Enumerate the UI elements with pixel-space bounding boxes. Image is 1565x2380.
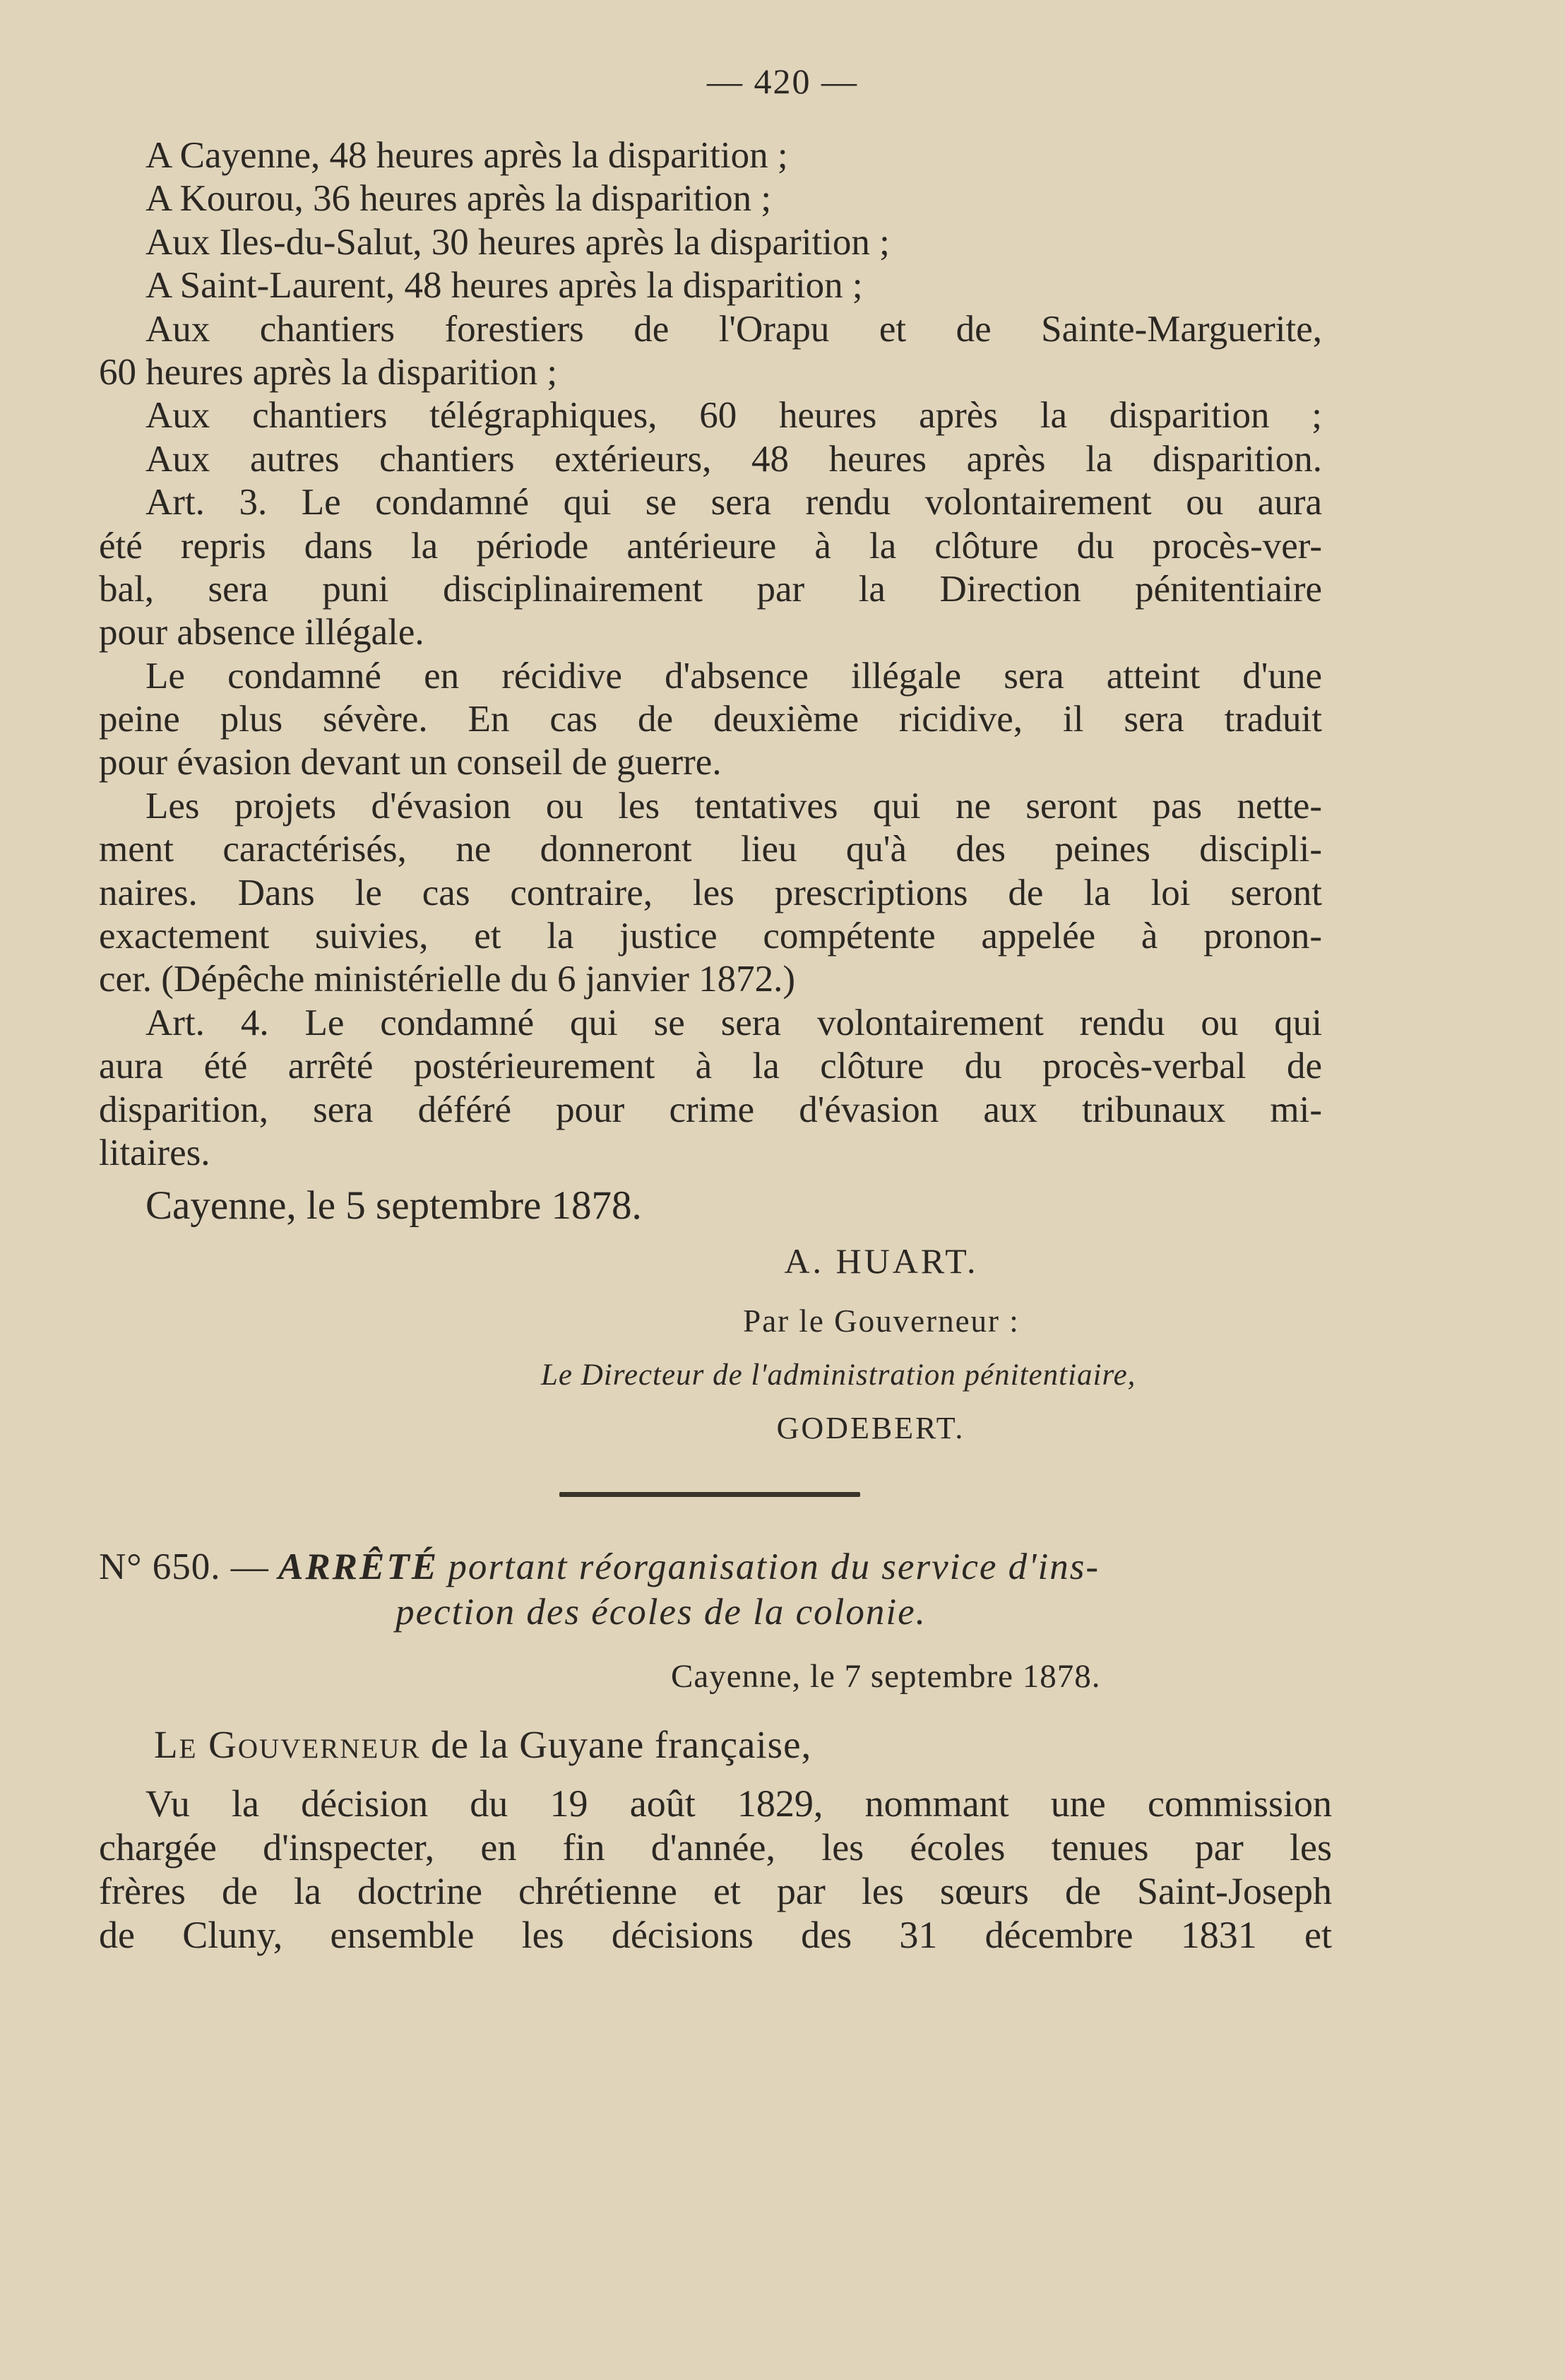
text-line: A Kourou, 36 heures après la disparition ;: [145, 178, 772, 220]
arrete-heading-line-1: [99, 1544, 1322, 1589]
governor-rest: de la Guyane française,: [420, 1723, 812, 1766]
text-line: Aux chantiers télégraphiques, 60 heures après la disparition ;: [145, 395, 1322, 437]
text-line: pour absence illégale.: [99, 612, 424, 653]
body-text: [99, 134, 1322, 1175]
text-line: exactement suivies, et la justice compétente appelée à pronon-: [99, 916, 1322, 957]
arrete-title-rest: portant réorganisation du service d'ins-: [448, 1546, 1100, 1587]
arrete-date: Cayenne, le 7 septembre 1878.: [671, 1658, 1101, 1695]
director-name: GODEBERT.: [776, 1411, 965, 1445]
governor-prefix: Le Gouverneur: [154, 1723, 421, 1766]
text-line: Aux chantiers forestiers de l'Orapu et de Sainte-Marguerite,: [145, 308, 1322, 350]
text-line: A Saint-Laurent, 48 heures après la disparition ;: [145, 265, 863, 307]
text-line: peine plus sévère. En cas de deuxième ricidive, il sera traduit: [99, 699, 1322, 740]
page-number: — 420 —: [707, 61, 858, 101]
signature-name: A. HUART.: [784, 1241, 979, 1281]
text-line: Art. 4. Le condamné qui se sera volontairement rendu ou qui: [145, 1002, 1322, 1043]
text-line: naires. Dans le cas contraire, les prescriptions de la loi seront: [99, 872, 1322, 913]
text-line: pour évasion devant un conseil de guerre.: [99, 742, 722, 783]
text-line: bal, sera puni disciplinairement par la Direction pénitentiaire: [99, 568, 1322, 610]
par-le-gouverneur: Par le Gouverneur :: [743, 1303, 1020, 1339]
text-line: 60 heures après la disparition ;: [99, 351, 558, 393]
text-line: de Cluny, ensemble les décisions des 31 décembre 1831 et: [99, 1914, 1332, 1956]
arrete-heading-line-2: pection des écoles de la colonie.: [395, 1592, 927, 1633]
text-line: litaires.: [99, 1132, 210, 1173]
text-line: disparition, sera déféré pour crime d'évasion aux tribunaux mi-: [99, 1089, 1322, 1130]
text-line: Vu la décision du 19 août 1829, nommant une commission: [145, 1782, 1332, 1825]
arrete-number: N° 650. —: [99, 1546, 269, 1587]
vu-paragraph: [99, 1782, 1332, 1957]
director-title: Le Directeur de l'administration pénitentiaire,: [541, 1358, 1136, 1392]
section-divider: [559, 1492, 860, 1497]
signature-date: Cayenne, le 5 septembre 1878.: [145, 1183, 642, 1228]
text-line: été repris dans la période antérieure à la clôture du procès-ver-: [99, 525, 1322, 567]
text-line: Aux autres chantiers extérieurs, 48 heures après la disparition.: [145, 438, 1322, 480]
arrete-heading: [99, 1544, 1322, 1635]
text-line: ment caractérisés, ne donneront lieu qu'à des peines discipli-: [99, 829, 1322, 870]
text-line: A Cayenne, 48 heures après la disparition ;: [145, 135, 788, 176]
text-line: chargée d'inspecter, en fin d'année, les écoles tenues par les: [99, 1826, 1332, 1869]
text-line: Art. 3. Le condamné qui se sera rendu volontairement ou aura: [145, 482, 1322, 523]
text-line: cer. (Dépêche ministérielle du 6 janvier 1872.): [99, 959, 796, 1000]
text-line: Les projets d'évasion ou les tentatives qui ne seront pas nette-: [145, 785, 1322, 827]
governor-line: [154, 1722, 811, 1767]
text-line: aura été arrêté postérieurement à la clôture du procès-verbal de: [99, 1046, 1322, 1087]
text-line: frères de la doctrine chrétienne et par les sœurs de Saint-Joseph: [99, 1870, 1332, 1912]
arrete-word: ARRÊTÉ: [278, 1546, 439, 1587]
text-line: Le condamné en récidive d'absence illégale sera atteint d'une: [145, 655, 1322, 697]
text-line: Aux Iles-du-Salut, 30 heures après la disparition ;: [145, 221, 890, 263]
